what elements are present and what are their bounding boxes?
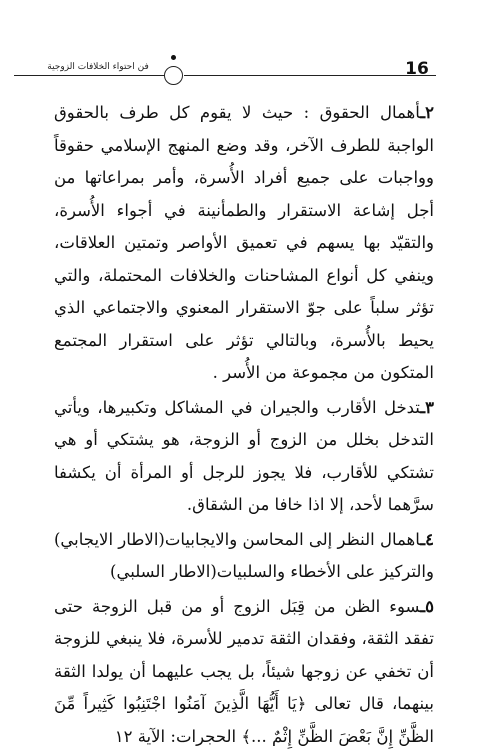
list-item: [54, 524, 434, 589]
item-number: ٢ـ: [420, 103, 434, 122]
page-header: [0, 55, 491, 95]
item-number: ٥ـ: [420, 596, 434, 616]
list-item: [54, 97, 434, 390]
item-number: ٤ـ: [420, 529, 434, 549]
header-ornament-circle: [164, 66, 183, 85]
item-text: تدخل الأقارب والجيران في المشاكل وتكبيرها، ويأتي التدخل بخلل من الزوج أو الزوجة، هو يشتكي أو هي تشتكي للأقارب، فلا يجوز للرجل أو المرأة أن يكشفا سرَّهما لأحد، إلا اذا خافا من الشقاق.: [54, 397, 434, 514]
header-ornament-dot: [171, 55, 176, 60]
list-item: [54, 591, 434, 754]
item-text: سوء الظن من قِبَل الزوج أو من قبل الزوجة حتى تفقد الثقة، وفقدان الثقة تدمير للأسرة، فلا ينبغي للزوجة أن تخفي عن زوجها شيئاً، بل يجب عليهما أن يولدا الثقة بينهما، قال تعالى ﴿يَا أَيُّهَا الَّذِينَ آمَنُوا اجْتَنِبُوا كَثِيراً مِّنَ الظَّنِّ إِنَّ بَعْضَ الظَّنِّ إِثْمٌ ...﴾ الحجرات: الآية ١٢: [54, 596, 434, 746]
header-rule-left: [14, 75, 166, 76]
item-text: أهمال الحقوق : حيث لا يقوم كل طرف بالحقوق الواجبة للطرف الآخر، وقد وضع المنهج الإسلامي حقوقاً وواجبات على جميع أفراد الأُسرة، وأمر بمراعاتها من أجل إشاعة الاستقرار والطمأنينة في أجواء الأُسرة، والتقيّد بها يسهم في تعميق الأواصر وتمتين العلاقات، وينفي كل أنواع المشاحنات والخلافات المحتملة، والتي تؤثر سلباً على جوّ الاستقرار المعنوي والاجتماعي الذي يحيط بالأُسرة، وبالتالي تؤثر على استقرار المجتمع المتكون من مجموعة من الأُسر .: [54, 103, 434, 382]
item-number: ٣ـ: [420, 397, 434, 417]
item-text: اهمال النظر إلى المحاسن والايجابيات(الاطار الايجابي) والتركيز على الأخطاء والسلبيات(الاطار السلبي): [53, 529, 434, 581]
list-item: [54, 392, 434, 522]
running-title: فن احتواء الخلافات الزوجية: [47, 62, 149, 72]
page-body: [54, 97, 434, 753]
page-number: 16: [405, 59, 429, 79]
